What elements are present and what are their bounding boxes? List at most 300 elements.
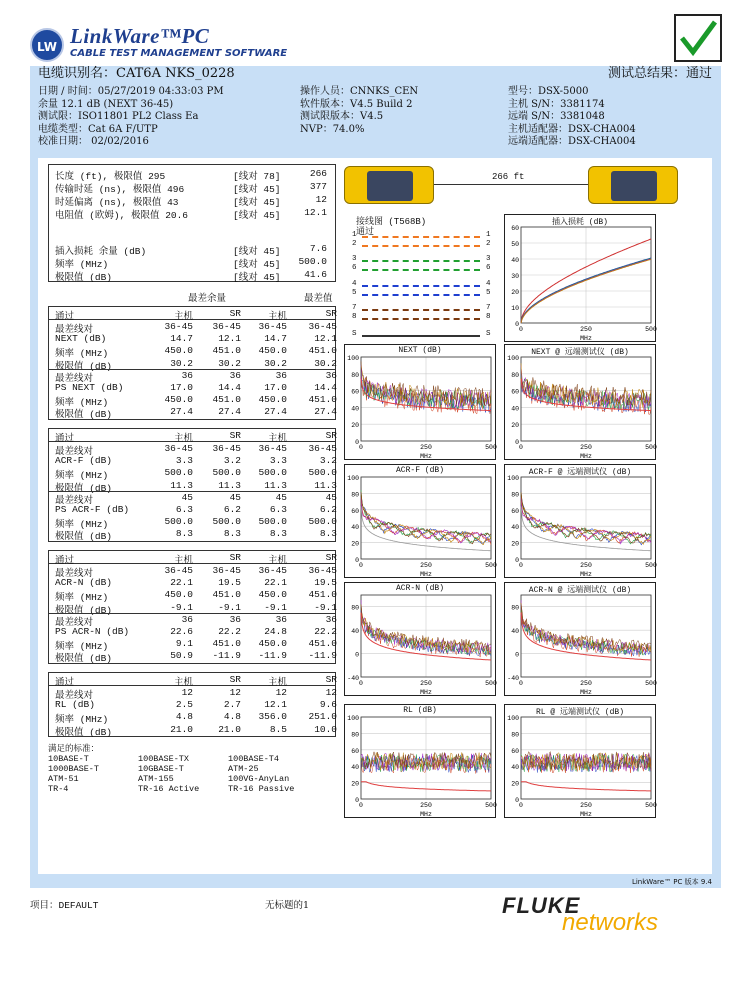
table-row: [53, 491, 337, 506]
table-header-cell: SR: [325, 308, 337, 319]
table-cell: 450.0: [258, 394, 287, 406]
y-tick-label: 20: [351, 422, 359, 430]
y-tick-label: 80: [351, 371, 359, 379]
table-cell: 45: [325, 491, 337, 503]
x-axis-label: MHz: [580, 453, 592, 460]
chart-svg: [345, 705, 497, 819]
table-row-label: NEXT (dB): [55, 333, 107, 345]
table-row: [53, 601, 337, 616]
table-header-cell: SR: [325, 674, 337, 685]
table-row: [53, 369, 337, 384]
logo-subtitle: CABLE TEST MANAGEMENT SOFTWARE: [70, 48, 288, 59]
y-tick-label: 80: [351, 731, 359, 739]
table-header-cell: 通过: [55, 311, 75, 322]
table-cell: 8.3: [319, 528, 337, 540]
standard-item: 1000BASE-T: [48, 764, 100, 774]
x-axis-label: MHz: [580, 811, 592, 818]
table-row: [53, 333, 337, 345]
table-cell: 36-45: [212, 443, 241, 454]
table-cell: 36-45: [258, 443, 287, 454]
chart-svg: [505, 465, 657, 579]
summary-pair: [线对 45]: [233, 210, 281, 221]
table-cell: -11.9: [308, 650, 337, 662]
x-axis-label: MHz: [580, 689, 592, 696]
table-row: [53, 479, 337, 494]
summary-row: [53, 207, 331, 219]
table-cell: 14.4: [314, 382, 337, 393]
table-cell: 36-45: [164, 565, 193, 576]
chart-title: ACR-N (dB): [395, 584, 444, 593]
table-cell: 12: [325, 687, 337, 698]
summary-pair: [线对 45]: [233, 184, 281, 195]
header-field: 余量 12.1 dB (NEXT 36-45): [38, 98, 174, 110]
table-cell: 24.8: [264, 626, 287, 637]
pass-check-icon: [674, 14, 722, 62]
x-tick-label: 500: [645, 802, 657, 809]
table-row-label: 最差线对: [55, 568, 94, 579]
wire-pin-left: 5: [352, 289, 357, 297]
chart-svg: [505, 705, 657, 819]
table-cell: 50.9: [170, 650, 193, 662]
table-row-label: 最差线对: [55, 616, 94, 628]
wiremap-status: 通过: [356, 227, 375, 237]
wiremap-title: 接线图 (T568B): [356, 217, 427, 227]
chart-svg: [505, 345, 657, 461]
table-cell: 27.4: [264, 406, 287, 418]
table-row: [53, 699, 337, 711]
table-cell: 45: [229, 491, 241, 503]
worst-value-label: 最差值: [304, 293, 333, 304]
table-cell: 500.0: [164, 516, 193, 528]
table-cell: 14.4: [218, 382, 241, 393]
table-row-label: PS ACR-N (dB): [55, 626, 130, 637]
table-row: [53, 455, 337, 467]
x-tick-label: 0: [359, 562, 363, 569]
y-tick-label: 0: [355, 439, 359, 446]
document-name: 无标题的1: [265, 900, 310, 911]
table-row: [53, 626, 337, 638]
table-row-label: 最差线对: [55, 690, 94, 701]
table-cell: 27.4: [314, 406, 337, 418]
x-tick-label: 0: [519, 680, 523, 687]
x-tick-label: 500: [645, 326, 657, 333]
y-tick-label: 60: [351, 507, 359, 515]
standards-row: [48, 764, 338, 774]
x-tick-label: 250: [580, 562, 592, 569]
wire-pin-left: 4: [352, 280, 357, 288]
summary-row: [53, 269, 331, 281]
chart-title: 插入损耗 (dB): [551, 218, 608, 227]
y-tick-label: 40: [511, 764, 519, 772]
table-row-label: 频率 (MHz): [55, 397, 109, 409]
chart-panel: [504, 344, 656, 460]
header-field: 校准日期： 02/02/2016: [38, 136, 149, 147]
table-header-row: [49, 430, 335, 442]
table-row: [53, 723, 337, 738]
table-cell: 500.0: [258, 467, 287, 479]
table-cell: 30.2: [314, 357, 337, 369]
chart-panel: [344, 582, 496, 696]
table-header-cell: SR: [325, 552, 337, 563]
standard-item: 100BASE-TX: [138, 754, 190, 764]
table-header-cell: SR: [325, 430, 337, 441]
y-tick-label: 80: [351, 604, 359, 612]
header-field: NVP：74.0%: [300, 123, 365, 135]
table-header-cell: 通过: [55, 677, 75, 688]
x-tick-label: 500: [485, 802, 497, 809]
header-col-3: [508, 86, 636, 149]
table-row: [53, 528, 337, 543]
table-cell: 8.5: [269, 723, 287, 735]
table-row: [53, 321, 337, 335]
table-row-label: 频率 (MHz): [55, 470, 109, 482]
table-row: [53, 687, 337, 701]
summary-row: [53, 168, 331, 180]
table-cell: 17.0: [264, 382, 287, 393]
table-header-row: [49, 552, 335, 564]
y-tick-label: 40: [351, 628, 359, 636]
summary-row: [53, 181, 331, 193]
table-cell: 45: [275, 491, 287, 503]
y-tick-label: 80: [511, 371, 519, 379]
y-tick-label: 80: [351, 491, 359, 499]
wire-pin-right: 4: [486, 280, 491, 288]
table-row: [53, 467, 337, 482]
y-tick-label: 80: [511, 731, 519, 739]
table-row-label: 极限值 (dB): [55, 531, 113, 543]
table-row: [53, 394, 337, 409]
table-cell: 451.0: [308, 345, 337, 357]
y-tick-label: 60: [511, 507, 519, 515]
table-cell: 22.2: [218, 626, 241, 637]
table-cell: 11.3: [264, 479, 287, 491]
header-field: 主机 S/N：3381174: [508, 98, 605, 110]
y-tick-label: 60: [351, 388, 359, 396]
table-cell: 36: [229, 369, 241, 381]
table-row-label: 最差线对: [55, 324, 94, 335]
table-cell: 500.0: [258, 516, 287, 528]
table-cell: 36-45: [258, 321, 287, 332]
summary-box: [48, 164, 336, 282]
wire-pin-right: 2: [486, 240, 491, 248]
x-tick-label: 0: [359, 802, 363, 809]
table-row-label: 最差线对: [55, 372, 94, 384]
table-cell: 356.0: [258, 711, 287, 723]
chart-panel: [344, 704, 496, 818]
summary-label: 时延偏离 (ns), 极限值 43: [55, 197, 179, 208]
table-row-label: PS NEXT (dB): [55, 382, 124, 393]
x-tick-label: 500: [485, 562, 497, 569]
table-header-cell: 主机: [267, 677, 287, 688]
chart-panel: [344, 464, 496, 578]
table-cell: 27.4: [170, 406, 193, 418]
table-row: [53, 589, 337, 604]
y-tick-label: 20: [511, 540, 519, 548]
logo-title: LinkWare™PC: [70, 24, 210, 48]
table-row: [53, 345, 337, 360]
wire-line: [362, 269, 480, 271]
y-tick-label: 100: [507, 355, 519, 362]
table-row-label: RL (dB): [55, 699, 95, 711]
header-field: 电缆类型：Cat 6A F/UTP: [38, 123, 158, 135]
table-cell: 12.1: [264, 699, 287, 711]
tester-screen: [367, 171, 413, 201]
table-cell: 11.3: [218, 479, 241, 491]
table-header-cell: 主机: [173, 433, 193, 444]
y-tick-label: 20: [351, 540, 359, 548]
chart-title: NEXT (dB): [398, 346, 442, 355]
chart-panel: [504, 582, 656, 696]
chart-svg: [345, 345, 497, 461]
table-cell: 36-45: [308, 443, 337, 454]
x-tick-label: 250: [580, 326, 592, 333]
wire-pin-left: 6: [352, 264, 357, 272]
y-tick-label: 0: [355, 557, 359, 564]
fluke-networks-logo: [502, 893, 682, 943]
y-tick-label: 100: [347, 715, 359, 722]
table-row: [53, 357, 337, 372]
table-row-label: 频率 (MHz): [55, 519, 109, 531]
table-cell: 36-45: [164, 321, 193, 332]
chart-svg: [505, 215, 657, 343]
summary-value: 7.6: [309, 243, 327, 254]
fluke-wordmark: FLUKE: [502, 893, 581, 918]
table-cell: 36-45: [212, 321, 241, 332]
table-cell: 36-45: [164, 443, 193, 454]
table-row-label: 极限值 (dB): [55, 726, 113, 738]
table-cell: 36: [275, 613, 287, 625]
table-cell: 14.7: [170, 333, 193, 345]
linkware-logo: [30, 22, 288, 66]
summary-label: 传输时延 (ns), 极限值 496: [55, 184, 185, 195]
wire-pin-right: 1: [486, 231, 491, 239]
table-cell: 36: [275, 369, 287, 381]
main-tester-icon: [344, 166, 434, 204]
table-cell: 36: [325, 613, 337, 625]
table-row: [53, 565, 337, 579]
wire-pin-right: 8: [486, 313, 491, 321]
summary-label: 插入损耗 余量 (dB): [55, 246, 147, 257]
summary-value: 12: [315, 194, 327, 205]
summary-label: 长度 (ft), 极限值 295: [55, 171, 166, 182]
standards-row: [48, 774, 338, 784]
x-tick-label: 250: [420, 562, 432, 569]
table-cell: 9.6: [319, 699, 337, 711]
table-cell: 45: [181, 491, 193, 503]
wire-pin-right: 5: [486, 289, 491, 297]
standard-item: 10BASE-T: [48, 754, 89, 764]
y-tick-label: 10: [511, 305, 519, 312]
x-axis-label: MHz: [580, 335, 592, 342]
chart-title: ACR-F (dB): [395, 466, 444, 475]
wiremap: [348, 214, 498, 342]
table-cell: 2.7: [223, 699, 241, 711]
header-field: 软件版本：V4.5 Build 2: [300, 98, 413, 110]
y-tick-label: 0: [355, 797, 359, 804]
standard-item: TR-16 Active: [138, 784, 200, 794]
table-cell: 9.1: [175, 638, 193, 650]
table-cell: 450.0: [258, 638, 287, 650]
standard-item: TR-4: [48, 784, 69, 794]
table-header-cell: 主机: [267, 555, 287, 566]
x-tick-label: 500: [645, 562, 657, 569]
x-tick-label: 0: [519, 444, 523, 451]
table-cell: 17.0: [170, 382, 193, 393]
table-header-cell: SR: [229, 552, 241, 563]
chart-title: ACR-F @ 远端测试仪 (dB): [528, 468, 632, 477]
summary-row: [53, 256, 331, 268]
table-cell: 451.0: [308, 394, 337, 406]
table-cell: 10.0: [314, 723, 337, 735]
y-tick-label: 100: [507, 715, 519, 722]
x-tick-label: 0: [359, 444, 363, 451]
x-axis-label: MHz: [420, 453, 432, 460]
header-field: 测试限版本：V4.5: [300, 111, 384, 122]
summary-label: 极限值 (dB): [55, 272, 113, 283]
table-row-label: 频率 (MHz): [55, 348, 109, 360]
y-tick-label: 20: [511, 780, 519, 788]
wire-line: [362, 236, 480, 238]
result-table: [48, 672, 336, 737]
wire-line: [362, 294, 480, 296]
wire-line: [362, 318, 480, 320]
table-row-label: 最差线对: [55, 494, 94, 506]
overall-result: 测试总结果：通过: [607, 66, 712, 81]
table-header-cell: 通过: [55, 433, 75, 444]
x-axis-label: MHz: [420, 689, 432, 696]
wire-pin-right: 7: [486, 304, 491, 312]
table-header-cell: 通过: [55, 555, 75, 566]
lw-logo-icon: LW: [30, 28, 64, 62]
y-tick-label: 0: [515, 439, 519, 446]
table-cell: 3.3: [175, 455, 193, 467]
table-cell: 3.2: [319, 455, 337, 467]
table-cell: 12.1: [218, 333, 241, 345]
x-tick-label: 250: [420, 802, 432, 809]
summary-pair: [线对 45]: [233, 259, 281, 270]
cable-length: 266 ft: [492, 172, 525, 182]
table-cell: 451.0: [212, 638, 241, 650]
standards-row: [48, 784, 338, 794]
table-cell: -9.1: [170, 601, 193, 613]
table-row: [53, 516, 337, 531]
table-header-cell: 主机: [173, 677, 193, 688]
table-cell: 3.2: [223, 455, 241, 467]
table-row-label: ACR-N (dB): [55, 577, 113, 589]
y-tick-label: 60: [511, 225, 519, 232]
chart-title: NEXT @ 远端测试仪 (dB): [531, 348, 629, 357]
x-tick-label: 500: [485, 680, 497, 687]
table-cell: 12: [275, 687, 287, 698]
y-tick-label: 100: [347, 475, 359, 482]
wire-pin-right: 3: [486, 255, 491, 263]
chart-panel: [504, 704, 656, 818]
standard-item: ATM-25: [228, 764, 259, 774]
table-cell: 451.0: [212, 345, 241, 357]
table-row-label: 极限值 (dB): [55, 360, 113, 372]
summary-value: 41.6: [304, 269, 327, 280]
table-header-cell: 主机: [267, 311, 287, 322]
table-cell: 251.0: [308, 711, 337, 723]
header-field: 日期 / 时间：05/27/2019 04:33:03 PM: [38, 86, 224, 97]
table-row-label: 频率 (MHz): [55, 714, 109, 726]
table-row: [53, 443, 337, 457]
chart-title: ACR-N @ 远端测试仪 (dB): [528, 586, 632, 595]
table-cell: -9.1: [218, 601, 241, 613]
table-row: [53, 711, 337, 726]
summary-pair: [线对 45]: [233, 272, 281, 283]
table-row: [53, 577, 337, 589]
table-cell: 500.0: [308, 467, 337, 479]
standards-section: [48, 742, 338, 794]
result-table: [48, 306, 336, 420]
wire-pin-left: 8: [352, 313, 357, 321]
wire-pin-left: 7: [352, 304, 357, 312]
x-axis-label: MHz: [580, 571, 592, 578]
table-cell: 36-45: [212, 565, 241, 576]
table-row: [53, 406, 337, 421]
summary-label: 频率 (MHz): [55, 259, 109, 270]
table-row-label: 极限值 (dB): [55, 482, 113, 494]
result-table: [48, 428, 336, 542]
report-body: [38, 158, 712, 874]
table-cell: 11.3: [314, 479, 337, 491]
table-cell: 6.3: [269, 504, 287, 515]
y-tick-label: 40: [511, 257, 519, 264]
y-tick-label: 20: [351, 780, 359, 788]
summary-row: [53, 194, 331, 206]
x-tick-label: 0: [519, 562, 523, 569]
x-tick-label: 500: [645, 680, 657, 687]
table-cell: 22.6: [170, 626, 193, 637]
table-cell: 36-45: [258, 565, 287, 576]
table-cell: 12: [181, 687, 193, 698]
table-cell: 8.3: [223, 528, 241, 540]
table-cell: 6.2: [223, 504, 241, 515]
table-cell: 500.0: [212, 467, 241, 479]
chart-svg: [505, 583, 657, 697]
y-tick-label: 0: [515, 651, 519, 659]
standard-item: 10GBASE-T: [138, 764, 184, 774]
table-cell: 4.8: [223, 711, 241, 723]
wire-line: [362, 245, 480, 247]
table-cell: 451.0: [212, 394, 241, 406]
x-tick-label: 0: [519, 802, 523, 809]
table-cell: 14.7: [264, 333, 287, 345]
table-cell: 8.3: [175, 528, 193, 540]
report-header: [38, 68, 718, 158]
table-cell: -11.9: [258, 650, 287, 662]
chart-title: RL @ 远端测试仪 (dB): [535, 708, 624, 717]
x-tick-label: 250: [580, 680, 592, 687]
wire-line: [362, 285, 480, 287]
tester-screen: [611, 171, 657, 201]
table-cell: 36: [181, 369, 193, 381]
y-tick-label: 30: [511, 273, 519, 280]
table-row-label: 频率 (MHz): [55, 592, 109, 604]
table-cell: 36: [325, 369, 337, 381]
table-cell: 21.0: [170, 723, 193, 735]
table-header-cell: 主机: [267, 433, 287, 444]
y-tick-label: 60: [351, 747, 359, 755]
header-field: 远端适配器：DSX-CHA004: [508, 136, 636, 147]
device-diagram: [344, 164, 654, 204]
cable-id: 电缆识别名：CAT6A NKS_0228: [38, 66, 235, 81]
table-cell: 450.0: [164, 394, 193, 406]
table-cell: 11.3: [170, 479, 193, 491]
chart-panel: [504, 464, 656, 578]
y-tick-label: 40: [351, 524, 359, 532]
